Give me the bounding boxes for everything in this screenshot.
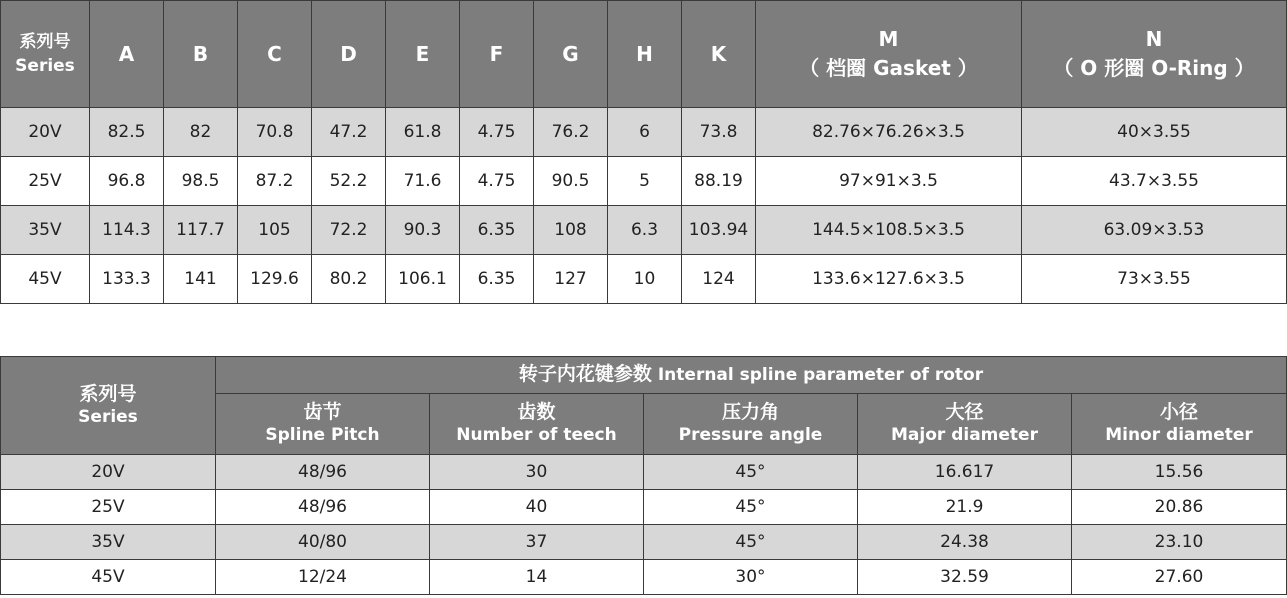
col-header-f: F [460, 1, 534, 108]
table-cell: 14 [430, 560, 644, 595]
table-cell: 73×3.55 [1022, 255, 1287, 304]
series-cell: 20V [1, 455, 216, 490]
table-cell: 88.19 [682, 157, 756, 206]
table-cell: 117.7 [164, 206, 238, 255]
col-header-d: D [312, 1, 386, 108]
table-cell: 133.6×127.6×3.5 [756, 255, 1022, 304]
table-cell: 4.75 [460, 108, 534, 157]
col-header-k: K [682, 1, 756, 108]
table-cell: 73.8 [682, 108, 756, 157]
table-cell: 40/80 [216, 525, 430, 560]
spline-group-header: 转子内花键参数 Internal spline parameter of rotor [216, 357, 1287, 394]
table-cell: 45° [644, 490, 858, 525]
col-header-spline-pitch: 齿节 Spline Pitch [216, 394, 430, 455]
table-cell: 6 [608, 108, 682, 157]
table-cell: 108 [534, 206, 608, 255]
table-cell: 27.60 [1072, 560, 1287, 595]
table-cell: 10 [608, 255, 682, 304]
table-cell: 98.5 [164, 157, 238, 206]
table-row [1, 455, 1287, 490]
col-header-minor-diameter: 小径 Minor diameter [1072, 394, 1287, 455]
table-cell: 90.3 [386, 206, 460, 255]
series-cell: 20V [1, 108, 90, 157]
spline-table [0, 356, 1287, 595]
table-cell: 32.59 [858, 560, 1072, 595]
col-header-pressure-angle: 压力角 Pressure angle [644, 394, 858, 455]
table-cell: 82.76×76.26×3.5 [756, 108, 1022, 157]
col-header-number-of-teeth: 齿数 Number of teech [430, 394, 644, 455]
table-cell: 133.3 [90, 255, 164, 304]
table-cell: 80.2 [312, 255, 386, 304]
table-cell: 72.2 [312, 206, 386, 255]
col-header-n: N （ O 形圈 O-Ring ） [1022, 1, 1287, 108]
col-header-e: E [386, 1, 460, 108]
table-cell: 40×3.55 [1022, 108, 1287, 157]
table-cell: 96.8 [90, 157, 164, 206]
table-cell: 127 [534, 255, 608, 304]
table-cell: 103.94 [682, 206, 756, 255]
table-cell: 37 [430, 525, 644, 560]
table-cell: 30° [644, 560, 858, 595]
col-header-major-diameter: 大径 Major diameter [858, 394, 1072, 455]
table-cell: 76.2 [534, 108, 608, 157]
col-header-h: H [608, 1, 682, 108]
table-cell: 30 [430, 455, 644, 490]
table-cell: 71.6 [386, 157, 460, 206]
col-header-m: M （ 档圈 Gasket ） [756, 1, 1022, 108]
table-cell: 70.8 [238, 108, 312, 157]
series-cell: 25V [1, 490, 216, 525]
table-cell: 141 [164, 255, 238, 304]
table-cell: 82 [164, 108, 238, 157]
table-row [1, 525, 1287, 560]
col-header-b: B [164, 1, 238, 108]
table-cell: 48/96 [216, 490, 430, 525]
series-cell: 35V [1, 525, 216, 560]
table-cell: 43.7×3.55 [1022, 157, 1287, 206]
table-cell: 144.5×108.5×3.5 [756, 206, 1022, 255]
table-row [1, 255, 1287, 304]
table-cell: 6.35 [460, 255, 534, 304]
table-cell: 61.8 [386, 108, 460, 157]
table-cell: 47.2 [312, 108, 386, 157]
table-cell: 40 [430, 490, 644, 525]
table-cell: 87.2 [238, 157, 312, 206]
table-cell: 4.75 [460, 157, 534, 206]
table-cell: 90.5 [534, 157, 608, 206]
spline-header-row-1 [1, 357, 1287, 394]
table-cell: 105 [238, 206, 312, 255]
table-cell: 114.3 [90, 206, 164, 255]
table-cell: 15.56 [1072, 455, 1287, 490]
table-cell: 124 [682, 255, 756, 304]
table-cell: 97×91×3.5 [756, 157, 1022, 206]
col-header-g: G [534, 1, 608, 108]
table-cell: 45° [644, 455, 858, 490]
table-row [1, 490, 1287, 525]
table-cell: 6.3 [608, 206, 682, 255]
table-cell: 20.86 [1072, 490, 1287, 525]
table-cell: 21.9 [858, 490, 1072, 525]
table-row [1, 108, 1287, 157]
series-cell: 35V [1, 206, 90, 255]
table-cell: 6.35 [460, 206, 534, 255]
table-cell: 16.617 [858, 455, 1072, 490]
series-cell: 25V [1, 157, 90, 206]
series-cell: 45V [1, 560, 216, 595]
series-header: 系列号 Series [1, 357, 216, 455]
table-cell: 129.6 [238, 255, 312, 304]
table-cell: 23.10 [1072, 525, 1287, 560]
col-header-c: C [238, 1, 312, 108]
table-row [1, 206, 1287, 255]
table-cell: 24.38 [858, 525, 1072, 560]
col-header-a: A [90, 1, 164, 108]
dimensions-header-row [1, 1, 1287, 108]
table-cell: 12/24 [216, 560, 430, 595]
table-cell: 5 [608, 157, 682, 206]
series-cell: 45V [1, 255, 90, 304]
table-row [1, 157, 1287, 206]
table-cell: 52.2 [312, 157, 386, 206]
table-row [1, 560, 1287, 595]
table-cell: 82.5 [90, 108, 164, 157]
table-cell: 63.09×3.53 [1022, 206, 1287, 255]
table-cell: 48/96 [216, 455, 430, 490]
table-cell: 45° [644, 525, 858, 560]
table-cell: 106.1 [386, 255, 460, 304]
series-header: 系列号 Series [1, 1, 90, 108]
